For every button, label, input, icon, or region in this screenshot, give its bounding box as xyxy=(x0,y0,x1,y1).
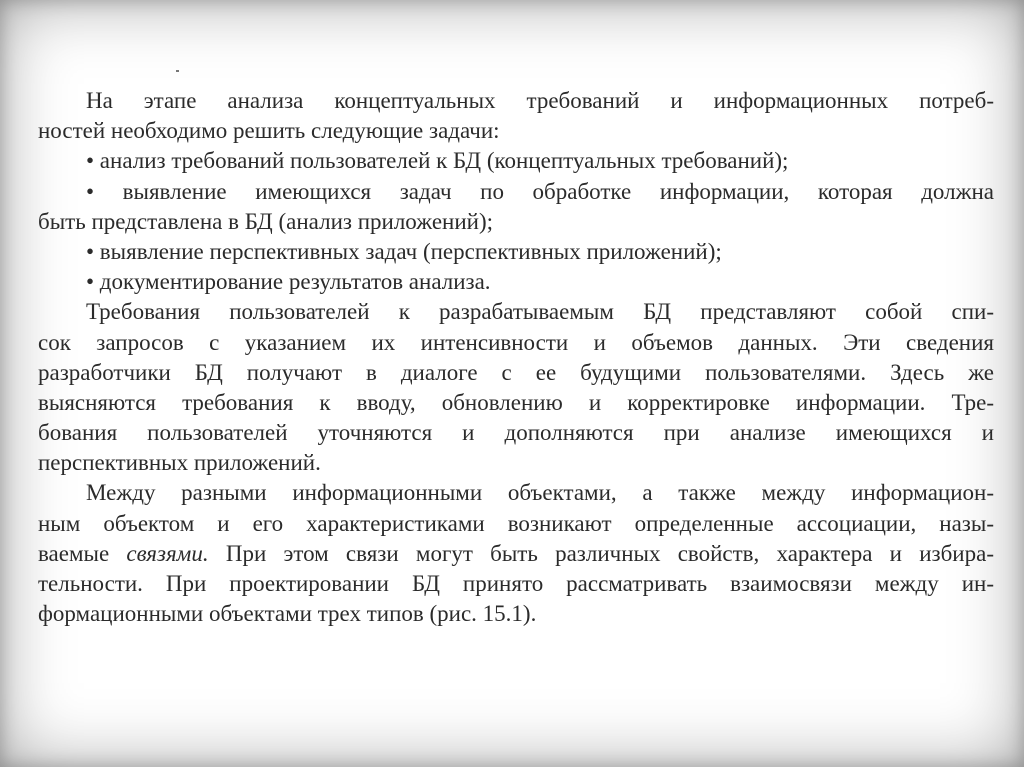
bullet-item xyxy=(38,237,994,267)
text-line: формационными объектами трех типов (рис. 15.1). xyxy=(38,601,537,627)
text-line: Требования пользователей к разрабатываемым БД представляют собой спи- xyxy=(86,299,994,325)
text-fragment: ваемые xyxy=(38,540,127,566)
scan-mark xyxy=(176,70,179,72)
bullet-item xyxy=(38,177,994,237)
document-body xyxy=(38,86,994,629)
bullet-item xyxy=(38,146,994,176)
text-line: • анализ требований пользователей к БД (концептуальных требований); xyxy=(86,148,789,174)
text-fragment: При этом связи могут быть различных свойств, характера и избира- xyxy=(208,540,994,566)
bullet-item xyxy=(38,267,994,297)
text-line: ностей необходимо решить следующие задачи: xyxy=(38,118,500,144)
text-line: Между разными информационными объектами, а также между информацион- xyxy=(86,480,994,506)
associations-paragraph xyxy=(38,478,994,629)
text-line: бования пользователей уточняются и дополняются при анализе имеющихся и xyxy=(38,420,994,446)
italic-term: связями. xyxy=(126,540,209,566)
text-line: • выявление перспективных задач (перспективных приложений); xyxy=(86,238,722,264)
text-line: ным объектом и его характеристиками возникают определенные ассоциации, назы- xyxy=(38,510,994,536)
text-line: тельности. При проектировании БД принято рассматривать взаимосвязи между ин- xyxy=(38,571,994,596)
text-line: На этапе анализа концептуальных требований и информационных потреб- xyxy=(86,88,994,113)
text-line: выясняются требования к вводу, обновлению и корректировке информации. Тре- xyxy=(38,389,994,415)
intro-paragraph xyxy=(38,86,994,146)
text-line: • документирование результатов анализа. xyxy=(86,269,491,295)
text-line: разработчики БД получают в диалоге с ее будущими пользователями. Здесь же xyxy=(38,359,994,385)
text-line: сок запросов с указанием их интенсивности и объемов данных. Эти сведения xyxy=(38,329,994,355)
text-line: перспективных приложений. xyxy=(38,450,321,476)
text-line xyxy=(38,539,994,569)
text-line: быть представлена в БД (анализ приложений); xyxy=(38,208,494,234)
text-line: • выявление имеющихся задач по обработке информации, которая должна xyxy=(86,178,994,204)
requirements-paragraph xyxy=(38,297,994,478)
